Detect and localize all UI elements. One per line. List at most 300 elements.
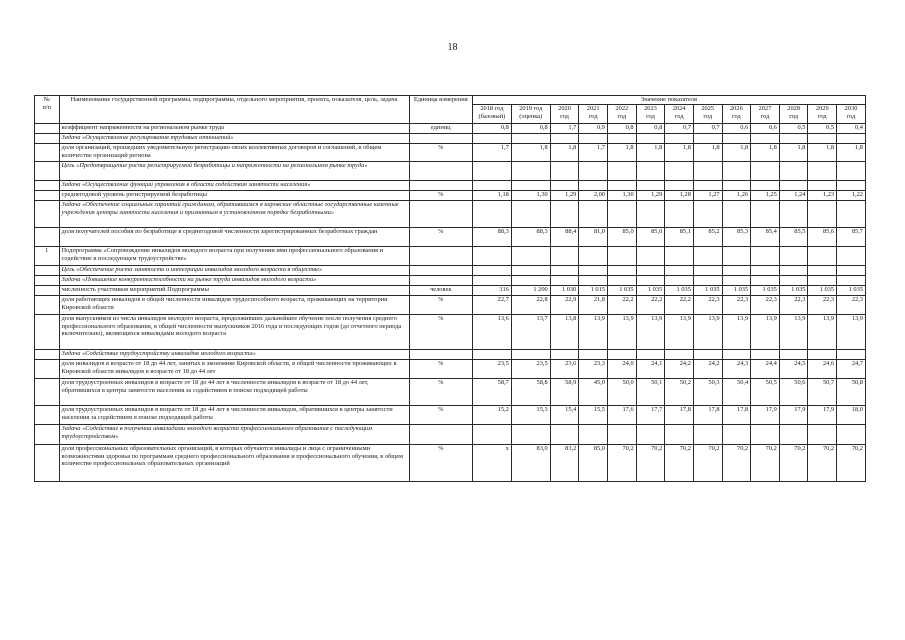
indicator-name: доля трудоустроенных инвалидов в возрасте от 18 до 44 лет в численности инвалидов в возрасте от 18 до 44 лет, обратившихся в центры занятости населения за содействием в поиске подходящей работы xyxy=(59,379,409,406)
header-year: 2022 год xyxy=(608,105,637,124)
indicator-unit: % xyxy=(409,315,472,350)
indicator-value: 23,5 xyxy=(472,360,511,379)
indicator-value: 17,8 xyxy=(693,406,722,425)
empty-cell xyxy=(550,266,579,276)
empty-cell xyxy=(693,247,722,266)
indicator-value: 1 035 xyxy=(608,286,637,296)
empty-cell xyxy=(636,162,665,181)
table-row xyxy=(35,296,866,315)
header-year: 2025 год xyxy=(693,105,722,124)
empty-cell xyxy=(409,266,472,276)
empty-cell xyxy=(808,350,837,360)
indicator-value: 22,3 xyxy=(837,296,866,315)
row-num-cell xyxy=(35,406,60,425)
table-row xyxy=(35,360,866,379)
empty-cell xyxy=(722,425,751,445)
empty-cell xyxy=(511,425,550,445)
indicator-value: 0,8 xyxy=(636,124,665,134)
indicator-name: коэффициент напряженности на региональном рынке труда xyxy=(59,124,409,134)
indicator-value: 1,29 xyxy=(636,191,665,201)
indicator-value: 83,0 xyxy=(511,445,550,482)
header-year: 2023 год xyxy=(636,105,665,124)
empty-cell xyxy=(608,134,637,144)
empty-cell xyxy=(722,247,751,266)
empty-cell xyxy=(409,181,472,191)
header-unit: Единица измерения xyxy=(409,96,472,124)
header-year: 2018 год (базовый) xyxy=(472,105,511,124)
indicator-value: 1 035 xyxy=(837,286,866,296)
empty-cell xyxy=(550,134,579,144)
indicator-value: 17,9 xyxy=(779,406,808,425)
indicator-value: 1,26 xyxy=(722,191,751,201)
empty-cell xyxy=(722,276,751,286)
indicator-value: 15,2 xyxy=(472,406,511,425)
indicator-unit: % xyxy=(409,144,472,162)
empty-cell xyxy=(472,134,511,144)
indicator-value: 1,8 xyxy=(751,144,780,162)
empty-cell xyxy=(636,350,665,360)
indicator-value: 1 015 xyxy=(579,286,608,296)
empty-cell xyxy=(550,247,579,266)
empty-cell xyxy=(550,201,579,228)
empty-cell xyxy=(511,162,550,181)
indicator-value: 70,2 xyxy=(751,445,780,482)
indicator-value: 1,23 xyxy=(808,191,837,201)
indicator-value: 22,7 xyxy=(472,296,511,315)
indicator-value: 22,3 xyxy=(693,296,722,315)
empty-cell xyxy=(665,350,694,360)
indicator-value: 70,2 xyxy=(808,445,837,482)
empty-cell xyxy=(511,181,550,191)
indicator-value: 0,8 xyxy=(608,124,637,134)
indicator-value: 13,9 xyxy=(808,315,837,350)
empty-cell xyxy=(665,162,694,181)
indicator-value: 85,0 xyxy=(636,228,665,247)
task-text: Задача «Осуществление функции управления в области содействия занятости населения» xyxy=(59,181,409,191)
indicator-value: 22,3 xyxy=(808,296,837,315)
indicator-value: 22,8 xyxy=(511,296,550,315)
header-indicator-values: Значение показателя xyxy=(472,96,865,105)
empty-cell xyxy=(579,266,608,276)
indicator-value: 24,6 xyxy=(808,360,837,379)
empty-cell xyxy=(693,181,722,191)
empty-cell xyxy=(808,266,837,276)
empty-cell xyxy=(722,201,751,228)
indicator-value: 70,2 xyxy=(665,445,694,482)
empty-cell xyxy=(636,181,665,191)
indicator-value: 1 035 xyxy=(722,286,751,296)
indicator-value: 17,9 xyxy=(751,406,780,425)
empty-cell xyxy=(579,162,608,181)
empty-cell xyxy=(608,276,637,286)
task-text: Задача «Повышение конкурентоспособности на рынке труда инвалидов молодого возраста» xyxy=(59,276,409,286)
empty-cell xyxy=(409,201,472,228)
indicator-value: 50,7 xyxy=(808,379,837,406)
table-row xyxy=(35,247,866,266)
empty-cell xyxy=(693,266,722,276)
empty-cell xyxy=(511,247,550,266)
indicator-value: 1 035 xyxy=(808,286,837,296)
empty-cell xyxy=(472,181,511,191)
indicator-value: 50,8 xyxy=(837,379,866,406)
indicator-value: 15,4 xyxy=(550,406,579,425)
row-num-cell xyxy=(35,360,60,379)
indicator-value: 1,7 xyxy=(472,144,511,162)
goal-text: Цель «Предотвращение роста регистрируемой безработицы и напряженности на региональном рынке труда» xyxy=(59,162,409,181)
indicator-name: доля организаций, прошедших уведомительную регистрацию своих коллективных договоров и соглашений, в общем количестве организаций региона xyxy=(59,144,409,162)
empty-cell xyxy=(808,247,837,266)
indicator-value: 0,6 xyxy=(751,124,780,134)
empty-cell xyxy=(579,425,608,445)
empty-cell xyxy=(751,276,780,286)
indicator-value: 1 030 xyxy=(550,286,579,296)
empty-cell xyxy=(751,181,780,191)
empty-cell xyxy=(608,181,637,191)
table-row xyxy=(35,191,866,201)
indicator-unit: % xyxy=(409,360,472,379)
indicator-value: 1,8 xyxy=(608,144,637,162)
empty-cell xyxy=(409,247,472,266)
empty-cell xyxy=(472,276,511,286)
empty-cell xyxy=(693,162,722,181)
empty-cell xyxy=(751,247,780,266)
indicator-value: 45,0 xyxy=(579,379,608,406)
empty-cell xyxy=(608,201,637,228)
indicator-name: доля работающих инвалидов в общей численности инвалидов трудоспособного возраста, проживающих на территории Кировской области xyxy=(59,296,409,315)
empty-cell xyxy=(837,134,866,144)
table-row xyxy=(35,181,866,191)
empty-cell xyxy=(779,162,808,181)
empty-cell xyxy=(665,201,694,228)
table-row xyxy=(35,425,866,445)
indicator-value: 0,4 xyxy=(837,124,866,134)
table-row xyxy=(35,266,866,276)
indicator-value: 1,27 xyxy=(693,191,722,201)
indicator-value: 13,9 xyxy=(665,315,694,350)
empty-cell xyxy=(472,162,511,181)
table-body xyxy=(35,124,866,482)
indicator-value: 1,8 xyxy=(511,144,550,162)
empty-cell xyxy=(579,181,608,191)
indicator-value: 1,8 xyxy=(722,144,751,162)
empty-cell xyxy=(779,266,808,276)
empty-cell xyxy=(636,134,665,144)
indicator-value: 17,6 xyxy=(608,406,637,425)
indicator-value: 50,1 xyxy=(636,379,665,406)
row-num-cell xyxy=(35,191,60,201)
empty-cell xyxy=(837,247,866,266)
empty-cell xyxy=(751,266,780,276)
empty-cell xyxy=(808,276,837,286)
indicator-value: 70,2 xyxy=(693,445,722,482)
empty-cell xyxy=(779,350,808,360)
indicator-value: 0,5 xyxy=(808,124,837,134)
indicator-value: 85,0 xyxy=(608,228,637,247)
header-num: № п/п xyxy=(35,96,60,124)
empty-cell xyxy=(608,266,637,276)
indicator-value: 24,2 xyxy=(665,360,694,379)
indicator-value: 85,4 xyxy=(751,228,780,247)
empty-cell xyxy=(837,276,866,286)
empty-cell xyxy=(636,201,665,228)
indicator-value: 85,5 xyxy=(779,228,808,247)
indicator-value: 1 035 xyxy=(779,286,808,296)
table-row xyxy=(35,124,866,134)
row-num-cell xyxy=(35,162,60,181)
empty-cell xyxy=(665,134,694,144)
empty-cell xyxy=(579,201,608,228)
indicator-value: 0,8 xyxy=(472,124,511,134)
table-row xyxy=(35,144,866,162)
row-num-cell xyxy=(35,445,60,482)
empty-cell xyxy=(722,134,751,144)
empty-cell xyxy=(409,162,472,181)
indicator-value: 0,7 xyxy=(665,124,694,134)
table-row xyxy=(35,228,866,247)
indicator-value: 13,6 xyxy=(472,315,511,350)
indicator-value: 70,2 xyxy=(779,445,808,482)
empty-cell xyxy=(608,350,637,360)
empty-cell xyxy=(665,247,694,266)
empty-cell xyxy=(579,247,608,266)
empty-cell xyxy=(808,181,837,191)
empty-cell xyxy=(722,162,751,181)
goal-text: Задача «Содействие в получении инвалидами молодого возраста профессионального образования с последующим трудоустройством» xyxy=(59,425,409,445)
indicator-value: 70,2 xyxy=(608,445,637,482)
row-num-cell xyxy=(35,276,60,286)
indicator-value: 24,5 xyxy=(779,360,808,379)
indicator-value: 1,29 xyxy=(550,191,579,201)
indicator-value: 1,30 xyxy=(608,191,637,201)
indicator-value: 83,2 xyxy=(550,445,579,482)
empty-cell xyxy=(665,425,694,445)
indicator-name: доля профессиональных образовательных организаций, в которых обучаются инвалиды и лица с ограниченными возможностями здоровья по программам среднего профессионального образования и профессионального обучения, в общем количестве профессиональных образовательных организаций xyxy=(59,445,409,482)
empty-cell xyxy=(693,201,722,228)
indicator-value: 15,3 xyxy=(511,406,550,425)
empty-cell xyxy=(472,266,511,276)
indicator-name: доля инвалидов в возрасте от 18 до 44 лет, занятых в экономике Кировской области, в общей численности проживающих в Кировской области инвалидов в возрасте от 18 до 44 лет xyxy=(59,360,409,379)
empty-cell xyxy=(722,266,751,276)
indicator-value: 1,28 xyxy=(665,191,694,201)
header-year: 2026 год xyxy=(722,105,751,124)
indicator-value: 24,2 xyxy=(693,360,722,379)
indicator-name: численность участников мероприятий Подпрограммы xyxy=(59,286,409,296)
row-num-cell: 1 xyxy=(35,247,60,266)
indicator-value: 13,9 xyxy=(837,315,866,350)
indicator-value: 1,8 xyxy=(550,144,579,162)
indicator-value: 24,7 xyxy=(837,360,866,379)
row-num-cell xyxy=(35,315,60,350)
empty-cell xyxy=(550,162,579,181)
indicator-value: 50,5 xyxy=(751,379,780,406)
indicator-value: 58,9 xyxy=(550,379,579,406)
indicator-value: 13,8 xyxy=(550,315,579,350)
indicator-value: 70,2 xyxy=(837,445,866,482)
indicator-unit: % xyxy=(409,406,472,425)
task-text: Задача «Осуществление регулирования трудовых отношений» xyxy=(59,134,409,144)
empty-cell xyxy=(636,266,665,276)
empty-cell xyxy=(608,425,637,445)
empty-cell xyxy=(837,162,866,181)
indicator-value: 22,9 xyxy=(550,296,579,315)
indicator-value: 24,1 xyxy=(636,360,665,379)
empty-cell xyxy=(579,350,608,360)
empty-cell xyxy=(779,247,808,266)
row-num-cell xyxy=(35,134,60,144)
table-row xyxy=(35,315,866,350)
empty-cell xyxy=(693,134,722,144)
row-num-cell xyxy=(35,144,60,162)
empty-cell xyxy=(751,162,780,181)
indicator-value: 13,9 xyxy=(779,315,808,350)
indicator-value: 23,5 xyxy=(511,360,550,379)
empty-cell xyxy=(808,201,837,228)
empty-cell xyxy=(837,181,866,191)
table-row xyxy=(35,201,866,228)
empty-cell xyxy=(837,266,866,276)
row-num-cell xyxy=(35,181,60,191)
indicator-value: 85,7 xyxy=(837,228,866,247)
indicator-value: 2,00 xyxy=(579,191,608,201)
indicator-value: 50,3 xyxy=(693,379,722,406)
empty-cell xyxy=(751,425,780,445)
empty-cell xyxy=(550,276,579,286)
indicator-value: 1,24 xyxy=(779,191,808,201)
indicator-value: 1,8 xyxy=(808,144,837,162)
indicator-value: 22,2 xyxy=(608,296,637,315)
indicator-value: 70,2 xyxy=(722,445,751,482)
table-row xyxy=(35,276,866,286)
indicator-value: 50,6 xyxy=(779,379,808,406)
indicator-value: 13,9 xyxy=(751,315,780,350)
header-year: 2027 год xyxy=(751,105,780,124)
indicator-value: 1,8 xyxy=(779,144,808,162)
table-row xyxy=(35,286,866,296)
empty-cell xyxy=(409,276,472,286)
indicator-value: 17,9 xyxy=(808,406,837,425)
empty-cell xyxy=(779,181,808,191)
indicator-value: 1 035 xyxy=(665,286,694,296)
indicator-unit: % xyxy=(409,296,472,315)
empty-cell xyxy=(837,201,866,228)
indicator-value: 17,7 xyxy=(636,406,665,425)
empty-cell xyxy=(808,425,837,445)
header-year: 2029 год xyxy=(808,105,837,124)
indicator-value: 70,2 xyxy=(636,445,665,482)
empty-cell xyxy=(722,181,751,191)
empty-cell xyxy=(808,162,837,181)
indicator-value: 85,2 xyxy=(693,228,722,247)
indicator-value: 1,8 xyxy=(837,144,866,162)
empty-cell xyxy=(722,350,751,360)
empty-cell xyxy=(409,350,472,360)
empty-cell xyxy=(751,134,780,144)
indicator-value: 88,3 xyxy=(472,228,511,247)
row-num-cell xyxy=(35,228,60,247)
empty-cell xyxy=(511,276,550,286)
empty-cell xyxy=(751,201,780,228)
indicator-value: 13,9 xyxy=(608,315,637,350)
empty-cell xyxy=(693,425,722,445)
empty-cell xyxy=(636,247,665,266)
empty-cell xyxy=(409,425,472,445)
indicator-value: 1 035 xyxy=(693,286,722,296)
empty-cell xyxy=(511,350,550,360)
empty-cell xyxy=(779,425,808,445)
table-row xyxy=(35,350,866,360)
empty-cell xyxy=(608,162,637,181)
indicator-value: 0,7 xyxy=(693,124,722,134)
indicator-name: среднегодовой уровень регистрируемой безработицы xyxy=(59,191,409,201)
indicator-value: 1 200 xyxy=(511,286,550,296)
row-num-cell xyxy=(35,296,60,315)
indicator-value: 1,8 xyxy=(665,144,694,162)
indicator-value: 1,18 xyxy=(472,191,511,201)
indicator-value: 18,0 xyxy=(837,406,866,425)
indicator-value: 13,9 xyxy=(636,315,665,350)
empty-cell xyxy=(511,134,550,144)
indicator-value: 1 035 xyxy=(636,286,665,296)
indicator-value: 85,3 xyxy=(722,228,751,247)
empty-cell xyxy=(665,266,694,276)
indicator-value: 24,0 xyxy=(608,360,637,379)
empty-cell xyxy=(693,276,722,286)
indicator-value: 22,3 xyxy=(751,296,780,315)
empty-cell xyxy=(779,134,808,144)
indicator-value: 1,8 xyxy=(636,144,665,162)
indicator-value: 13,9 xyxy=(579,315,608,350)
row-num-cell xyxy=(35,124,60,134)
empty-cell xyxy=(636,276,665,286)
goal-text: Задача «Обеспечение социальных гарантий гражданам, обратившимся в кировские областные государственные казенные учреждения центры занятости населения и признанным в установленном порядке безработными» xyxy=(59,201,409,228)
empty-cell xyxy=(550,181,579,191)
header-year: 2020 год xyxy=(550,105,579,124)
indicator-unit: % xyxy=(409,191,472,201)
header-name: Наименование государственной программы, подпрограммы, отдельного мероприятия, проекта, показателя, цель, задача xyxy=(59,96,409,124)
empty-cell xyxy=(472,201,511,228)
row-num-cell xyxy=(35,425,60,445)
indicator-value: х xyxy=(472,445,511,482)
indicator-value: 13,7 xyxy=(511,315,550,350)
indicator-value: 22,2 xyxy=(665,296,694,315)
indicator-value: 1 035 xyxy=(751,286,780,296)
indicator-value: 88,3 xyxy=(511,228,550,247)
row-num-cell xyxy=(35,379,60,406)
empty-cell xyxy=(808,134,837,144)
indicator-value: 1,25 xyxy=(751,191,780,201)
table-row xyxy=(35,406,866,425)
table-row xyxy=(35,379,866,406)
indicator-value: 13,9 xyxy=(722,315,751,350)
subprogram-title: Подпрограмма «Сопровождение инвалидов молодого возраста при получении ими профессионального образования и содействие в последующем трудоустройстве» xyxy=(59,247,409,266)
indicator-name: доля получателей пособия по безработице в среднегодовой численности зарегистрированных безработных граждан xyxy=(59,228,409,247)
empty-cell xyxy=(751,350,780,360)
empty-cell xyxy=(579,134,608,144)
empty-cell xyxy=(608,247,637,266)
indicator-value: 81,0 xyxy=(579,228,608,247)
row-num-cell xyxy=(35,201,60,228)
header-year: 2021 год xyxy=(579,105,608,124)
table-row xyxy=(35,134,866,144)
indicator-unit: человек xyxy=(409,286,472,296)
indicators-table xyxy=(34,95,866,482)
indicator-value: 1,7 xyxy=(550,124,579,134)
indicator-value: 22,2 xyxy=(636,296,665,315)
indicator-value: 58,8 xyxy=(511,379,550,406)
indicator-value: 23,3 xyxy=(579,360,608,379)
indicator-value: 50,4 xyxy=(722,379,751,406)
empty-cell xyxy=(511,266,550,276)
